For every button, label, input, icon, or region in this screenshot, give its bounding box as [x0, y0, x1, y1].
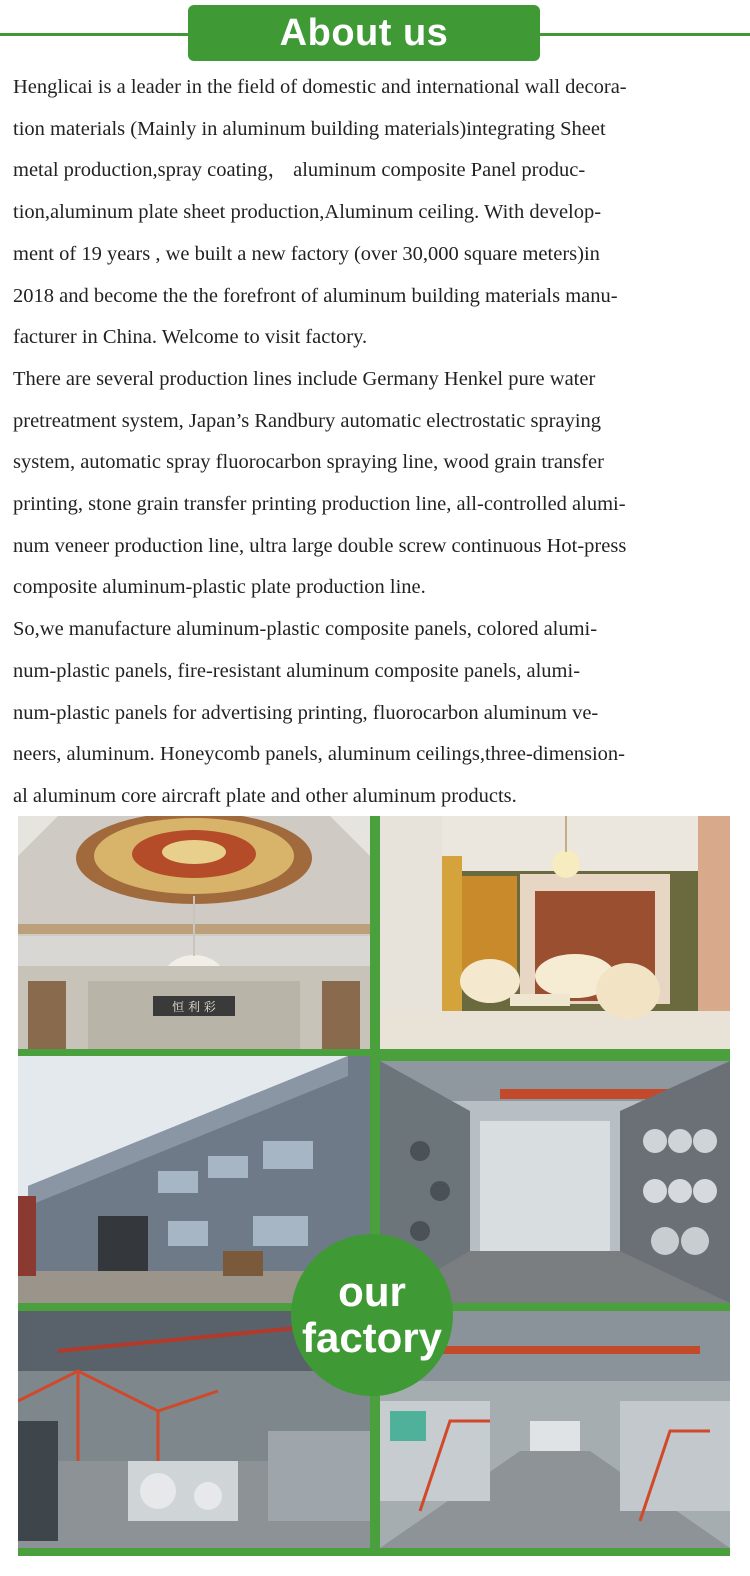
paragraph-products: So,we manufacture aluminum-plastic composite panels, colored alumi- num-plastic panels, fire-resistant aluminum composite panels, alumi- num-plastic panels for advertising printing, fluorocarbon aluminum ve- neers, aluminum. Honeycomb panels, aluminum ceilings,three-dimension- al aluminum core aircraft plate and other aluminum products.: [13, 618, 626, 807]
lobby-photo: [18, 816, 370, 1049]
lobby-sign-text: 恒 利 彩: [172, 1000, 216, 1014]
our-factory-badge: [291, 1234, 453, 1396]
section-title: About us: [188, 5, 540, 61]
badge-line-2: factory: [301, 1314, 443, 1361]
badge-line-1: our: [338, 1268, 406, 1315]
about-text: [13, 67, 735, 818]
paragraph-production-lines: There are several production lines include Germany Henkel pure water pretreatment system, Japan’s Randbury automatic electrostatic spraying system, automatic spray fluorocarbon spraying line, wood grain transfer printing, stone grain transfer printing production line, all-controlled alumi- num veneer production line, ultra large double screw continuous Hot-press composite aluminum-plastic plate production line.: [13, 367, 627, 599]
factory-photo-gallery: [18, 816, 730, 1556]
paragraph-intro: Henglicai is a leader in the field of domestic and international wall decora- tion materials (Mainly in aluminum building materials)integrating Sheet metal production,spray coating， aluminum composite Panel produc- tion,aluminum plate sheet production,Aluminum ceiling. With develop- ment of 19 years , we built a new factory (over 30,000 square meters)in 2018 and become the the forefront of aluminum building materials manu- facturer in China. Welcome to visit factory.: [13, 76, 627, 349]
section-header: [0, 0, 750, 70]
showroom-photo: [380, 816, 730, 1049]
